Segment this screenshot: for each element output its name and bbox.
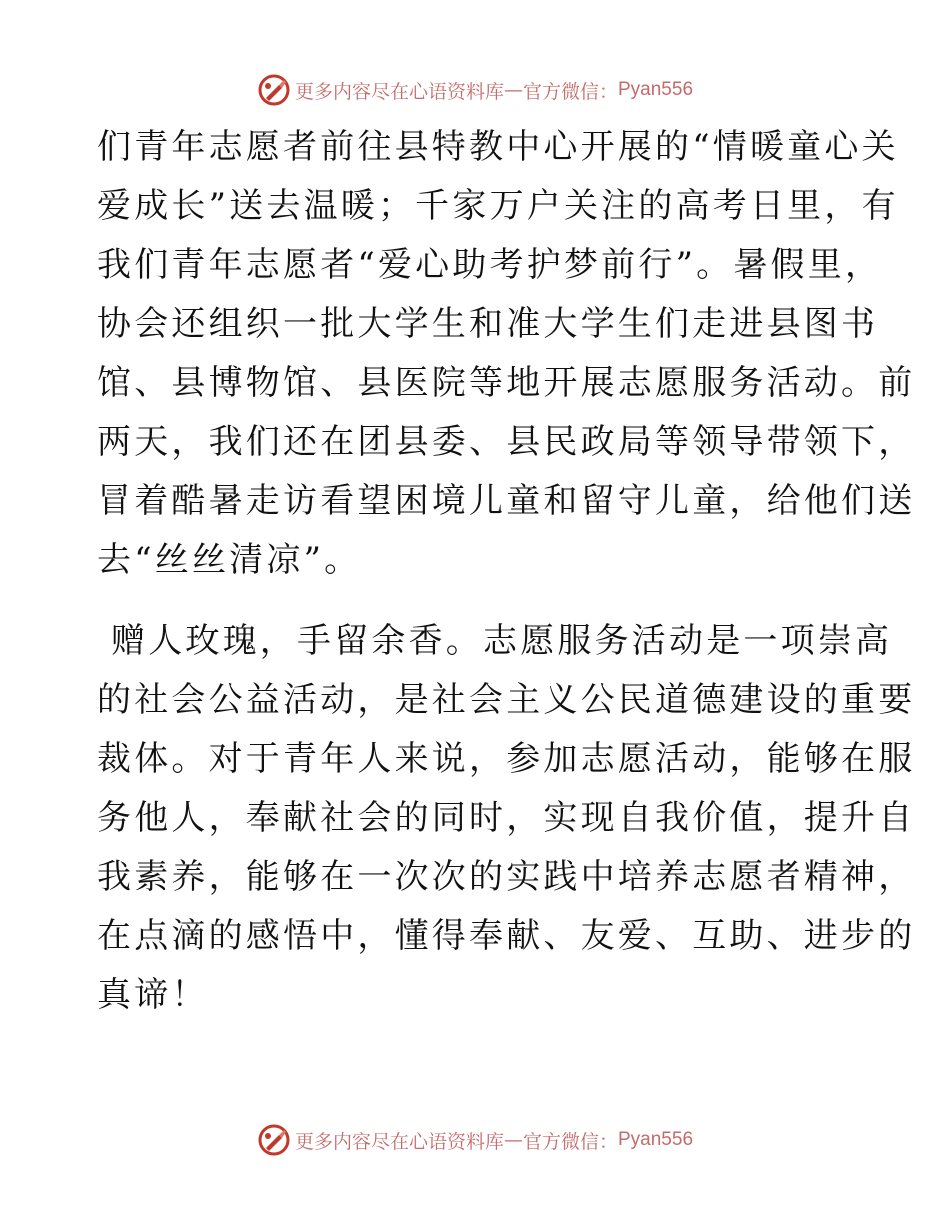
paragraph-gap (97, 590, 857, 612)
banner-separator: — (503, 79, 523, 101)
text-line: 爱成长”送去温暖；千家万户关注的高考日里，有 (97, 186, 899, 226)
paragraph (97, 118, 916, 590)
text-line: 务他人，奉献社会的同时，实现自我价值，提升自 (97, 798, 916, 838)
text-line: 馆、县博物馆、县医院等地开展志愿服务活动。前 (97, 363, 916, 403)
text-line: 们青年志愿者前往县特教中心开展的“情暖童心关 (97, 127, 899, 167)
text-line: 冒着酷暑走访看望困境儿童和留守儿童，给他们送 (97, 481, 916, 521)
pen-logo-icon (257, 1123, 291, 1157)
banner-wechat-id: Pyan556 (618, 79, 694, 100)
banner-wechat-id: Pyan556 (618, 1129, 694, 1150)
header-watermark-banner (0, 70, 950, 110)
footer-watermark-banner (0, 1120, 950, 1160)
paragraph (97, 612, 916, 1025)
text-line: 真谛！ (97, 975, 209, 1015)
banner-wechat-label: 官方微信： (522, 80, 618, 103)
text-line: 裁体。对于青年人来说，参加志愿活动，能够在服 (97, 739, 916, 779)
text-line: 两天，我们还在团县委、县民政局等领导带领下， (97, 422, 916, 462)
banner-wechat-label: 官方微信： (522, 1130, 618, 1153)
text-line: 我们青年志愿者“爱心助考护梦前行”。暑假里， (97, 245, 883, 285)
document-body (97, 118, 916, 1025)
pen-logo-icon (257, 73, 291, 107)
text-line: 去“丝丝清凉”。 (97, 540, 362, 580)
text-line: 的社会公益活动，是社会主义公民道德建设的重要 (97, 680, 916, 720)
banner-text: 更多内容尽在心语资料库 (294, 80, 504, 103)
banner-separator: — (503, 1129, 523, 1151)
text-line: 在点滴的感悟中，懂得奉献、友爱、互助、进步的 (97, 916, 916, 956)
banner-text: 更多内容尽在心语资料库 (294, 1130, 504, 1153)
text-line: 我素养，能够在一次次的实践中培养志愿者精神， (97, 857, 916, 897)
text-line: 协会还组织一批大学生和准大学生们走进县图书 (97, 304, 879, 344)
text-line: 赠人玫瑰，手留余香。志愿服务活动是一项崇高 (97, 621, 893, 661)
